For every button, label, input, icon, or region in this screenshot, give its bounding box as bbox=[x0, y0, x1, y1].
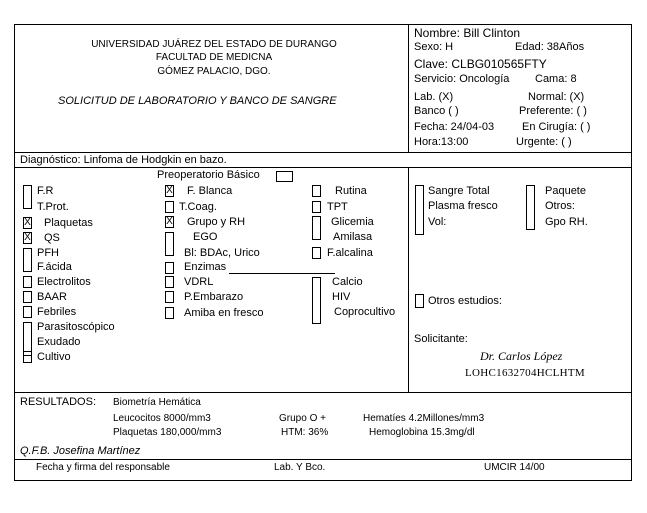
test-label: Glicemia bbox=[331, 216, 374, 228]
test-label: Rutina bbox=[335, 185, 367, 197]
test-label: TPT bbox=[327, 201, 348, 213]
test-label: Enzimas bbox=[184, 261, 227, 273]
priority-normal: Normal: (X) bbox=[528, 91, 585, 103]
result-grupo: Grupo O + bbox=[279, 413, 326, 424]
result-hematies: Hematíes 4.2Millones/mm3 bbox=[363, 413, 485, 424]
test-label: EGO bbox=[193, 231, 218, 243]
checkbox-qs[interactable]: X bbox=[24, 232, 31, 243]
result-plaquetas: Plaquetas 180,000/mm3 bbox=[113, 427, 222, 438]
bank-otros-estudios: Otros estudios: bbox=[428, 295, 502, 307]
checkbox-cultivo[interactable] bbox=[23, 351, 32, 363]
test-label: PFH bbox=[37, 247, 59, 259]
footer-lab: Lab. Y Bco. bbox=[274, 462, 326, 473]
university-name: UNIVERSIDAD JUÁREZ DEL ESTADO DE DURANGO bbox=[91, 39, 337, 50]
checkbox-fr-tprot[interactable] bbox=[23, 185, 32, 209]
test-label: Cultivo bbox=[37, 351, 71, 363]
diagnosis-top-rule bbox=[14, 152, 632, 153]
patient-age: Edad: 38Años bbox=[515, 41, 585, 53]
footer-top-rule bbox=[14, 459, 632, 460]
qfb-name: Q.F.B. Josefina Martínez bbox=[20, 445, 141, 457]
test-label: Amilasa bbox=[333, 231, 373, 243]
preoperatorio-checkbox[interactable] bbox=[276, 171, 293, 182]
tests-divider bbox=[408, 167, 409, 392]
checkbox-glicemia-amilasa[interactable] bbox=[312, 216, 321, 240]
solicitante-label: Solicitante: bbox=[414, 333, 468, 345]
doctor-name: Dr. Carlos López bbox=[480, 349, 563, 363]
priority-banco: Banco ( ) bbox=[414, 105, 459, 117]
checkbox-febriles[interactable] bbox=[23, 306, 32, 318]
city-name: GÓMEZ PALACIO, DGO. bbox=[157, 66, 271, 77]
priority-preferente: Preferente: ( ) bbox=[519, 105, 587, 117]
test-label: P.Embarazo bbox=[184, 291, 244, 303]
test-label: BAAR bbox=[37, 291, 67, 303]
diagnosis-bottom-rule bbox=[14, 167, 632, 168]
test-label: Bl: BDAc, Urico bbox=[184, 247, 260, 259]
patient-service: Servicio: Oncología bbox=[414, 73, 510, 85]
bank-plasma: Plasma fresco bbox=[428, 200, 498, 212]
test-label: Calcio bbox=[332, 276, 363, 288]
patient-sex: Sexo: H bbox=[414, 41, 454, 53]
checkbox-otros-estudios[interactable] bbox=[415, 294, 424, 308]
enzimas-fill-line bbox=[229, 273, 335, 274]
test-label: Coprocultivo bbox=[334, 306, 396, 318]
test-label: T.Prot. bbox=[37, 201, 69, 213]
doctor-id: LOHC1632704HCLHTM bbox=[465, 367, 585, 379]
checkbox-paquete-otros-gpo[interactable] bbox=[526, 185, 535, 230]
test-label: F. Blanca bbox=[187, 185, 233, 197]
checkbox-enzimas[interactable] bbox=[165, 262, 174, 274]
test-label: F.ácida bbox=[37, 261, 72, 273]
checkbox-rutina[interactable] bbox=[312, 185, 321, 197]
bank-otros: Otros: bbox=[545, 200, 575, 212]
bank-vol: Vol: bbox=[428, 216, 447, 228]
test-label: Electrolitos bbox=[37, 276, 91, 288]
request-date: Fecha: 24/04-03 bbox=[414, 121, 495, 133]
test-label: Parasitoscópico bbox=[37, 321, 115, 333]
preoperatorio-label: Preoperatorio Básico bbox=[157, 169, 260, 181]
request-time: Hora:13:00 bbox=[414, 136, 469, 148]
checkbox-ego-bl[interactable] bbox=[165, 232, 174, 256]
result-hemoglobina: Hemoglobina 15.3mg/dl bbox=[369, 427, 475, 438]
checkbox-pfh-facida[interactable] bbox=[23, 248, 32, 272]
test-label: Grupo y RH bbox=[187, 216, 246, 228]
results-label: RESULTADOS: bbox=[20, 396, 96, 408]
faculty-name: FACULTAD DE MEDICNA bbox=[155, 52, 273, 63]
checkbox-tcoag[interactable] bbox=[165, 201, 174, 213]
footer-firma: Fecha y firma del responsable bbox=[36, 462, 170, 473]
checkbox-pembarazo[interactable] bbox=[165, 291, 174, 303]
results-top-rule bbox=[14, 392, 632, 393]
test-label: Exudado bbox=[37, 336, 81, 348]
checkbox-calcio-hiv-copro[interactable] bbox=[312, 277, 321, 324]
result-htm: HTM: 36% bbox=[281, 427, 329, 438]
patient-name: Nombre: Bill Clinton bbox=[414, 26, 521, 40]
test-label: T.Coag. bbox=[179, 201, 217, 213]
checkbox-falcalina[interactable] bbox=[312, 247, 321, 259]
result-leucocitos: Leucocitos 8000/mm3 bbox=[113, 413, 211, 424]
checkbox-amiba[interactable] bbox=[165, 307, 174, 319]
test-label: F.alcalina bbox=[327, 247, 373, 259]
bank-sangre-total: Sangre Total bbox=[428, 185, 490, 197]
priority-lab: Lab. (X) bbox=[414, 91, 454, 103]
test-label: F.R bbox=[37, 185, 54, 197]
bank-paquete: Paquete bbox=[545, 185, 586, 197]
priority-cirugia: En Cirugía: ( ) bbox=[522, 121, 591, 133]
footer-umcir: UMCIR 14/00 bbox=[484, 462, 545, 473]
checkbox-plaquetas[interactable]: X bbox=[24, 217, 31, 228]
checkbox-baar[interactable] bbox=[23, 291, 32, 303]
checkbox-sangre-plasma-vol[interactable] bbox=[415, 185, 424, 235]
priority-urgente: Urgente: ( ) bbox=[516, 136, 572, 148]
form-title: SOLICITUD DE LABORATORIO Y BANCO DE SANGRE bbox=[58, 95, 337, 107]
header-divider bbox=[408, 24, 409, 152]
checkbox-tpt[interactable] bbox=[312, 201, 321, 213]
test-label: VDRL bbox=[184, 276, 214, 288]
bank-gpo-rh: Gpo RH. bbox=[545, 216, 588, 228]
test-label: Plaquetas bbox=[44, 217, 93, 229]
checkbox-fblanca[interactable]: X bbox=[166, 185, 173, 196]
checkbox-grupo-rh[interactable]: X bbox=[166, 216, 173, 227]
test-label: HIV bbox=[332, 291, 351, 303]
diagnosis: Diagnóstico: Linfoma de Hodgkin en bazo. bbox=[20, 154, 227, 166]
checkbox-electrolitos[interactable] bbox=[23, 276, 32, 288]
results-title: Biometría Hemática bbox=[113, 397, 201, 408]
patient-bed: Cama: 8 bbox=[535, 73, 577, 85]
checkbox-vdrl[interactable] bbox=[165, 276, 174, 288]
test-label: Febriles bbox=[37, 306, 77, 318]
patient-clave: Clave: CLBG010565FTY bbox=[414, 57, 547, 71]
test-label: QS bbox=[44, 232, 60, 244]
test-label: Amiba en fresco bbox=[184, 307, 264, 319]
